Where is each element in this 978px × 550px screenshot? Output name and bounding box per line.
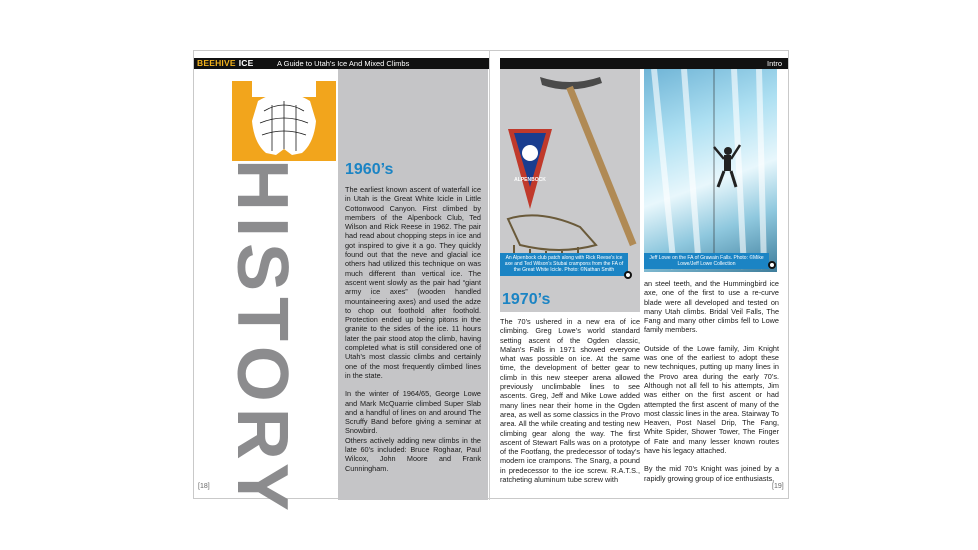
camera-icon [768, 261, 776, 269]
ice-axe-icon [540, 77, 636, 246]
page-spine [489, 51, 490, 500]
h-logo-icon [232, 81, 336, 161]
guide-title: A Guide to Utah's Ice And Mixed Climbs [277, 59, 410, 68]
gear-photo-caption: An Alpenbock club patch along with Rick Reese's ice axe and Ted Wilson's Stubai crampons from the FA of the Great White Icicle. Photo: ©Nathan Smith [500, 253, 628, 276]
paragraph: Others actively adding new climbs in the late 60’s included: Bruce Roghaar, Paul Wilcox, John Moore and Frank Cunningham. [345, 435, 481, 473]
climber-photo-caption: Jeff Lowe on the FA of Grawain Falls. Photo: ©Mike Lowe/Jeff Lowe Collection [644, 253, 769, 269]
paragraph: In the winter of 1964/65, George Lowe and Mark McQuarrie climbed Super Slab and a handful of lines on and around The Scruffy Band before giving a seminar at Snowbird. [345, 389, 481, 436]
page-number-right: [19] [772, 483, 784, 490]
left-page-header [194, 58, 490, 69]
patch-label: ALPENBOCK [514, 177, 546, 183]
magazine-spread [193, 50, 789, 518]
paragraph: Outside of the Lowe family, Jim Knight was one of the earliest to adopt these new techniques, putting up many lines in the Provo area during the early 70’s. Although not all fell to his attempts, Jim was either on the first ascent or had attempted the first ascent of many of the most classic lines in the area. Stairway To Heaven, Post Nasel Drip, The Fang, White Spider, Shower Tower, The Finger of Fate and many lesser known routes have his legacy attached. [644, 343, 779, 456]
section-name: Intro [766, 59, 782, 68]
paragraph: The earliest known ascent of waterfall ice in Utah is the Great White Icicle in Little Cottonwood Canyon. First climbed by members of the Alpenbock Club, Ted Wilson and Rick Reese in 1962. The pair had read about chopping steps in ice and got inspired to give it a go. They quickly found out that the neve and glacial ice others had utilized this technique on was much different than vertical ice. The ascent went slowly as the pair had “giant army ice axes” (wooden handled mountaineering axes) and used the adze to chop out foothold after foothold. Protection ended up being pitons in the granite to the sides of the ice. 11 hours later the pair stood atop the climb, having completed what is still considered one of Utah’s most classic climbs and certainly one of the most frequently climbed lines in the state. [345, 185, 481, 380]
camera-icon [624, 271, 632, 279]
paragraph: The 70’s ushered in a new era of ice climbing. Greg Lowe’s world standard setting ascent of the Ogden classic, Malan’s Falls in 1971 showed everyone what was possible on ice. At the same time, the development of better gear to climb in this new steeper arena allowed previously unclimbable lines to see ascents. Greg, Jeff and Mike Lowe added many lines near their home in the Ogden area, as well as some classics in the Provo area. All the while creating and testing new climbing gear along the way. The first ascent of Stewart Falls was on a prototype of the Footfang, the predecessor of today’s modern ice crampons. The Snarg, a pound in predecessor to the ice screw. R.A.T.S., ratcheting aluminum tube screw with [500, 317, 640, 485]
frozen-waterfall-illustration [644, 69, 777, 272]
article-1970s-col1 [500, 317, 640, 493]
history-headline: HISTORY [222, 159, 302, 518]
climber-photo [644, 69, 777, 272]
heading-1960s: 1960’s [345, 161, 394, 178]
article-1970s-col2 [644, 279, 779, 492]
paragraph: an steel teeth, and the Hummingbird ice axe, one of the first to use a re-curve blade were all developed and tested on many Utah climbs. Bridal Veil Falls, The Fang and many other climbs fell to Lowe family members. [644, 279, 779, 335]
paragraph: By the mid 70’s Knight was joined by a rapidly growing group of ice enthusiasts, [644, 464, 779, 483]
page-number-left: [18] [198, 483, 210, 490]
alpenbock-patch-icon [508, 129, 552, 209]
brand-logo: BEEHIVE ICE [197, 58, 254, 68]
right-page-header [500, 58, 788, 69]
article-1960s [345, 185, 481, 482]
heading-1970s: 1970’s [502, 291, 551, 308]
